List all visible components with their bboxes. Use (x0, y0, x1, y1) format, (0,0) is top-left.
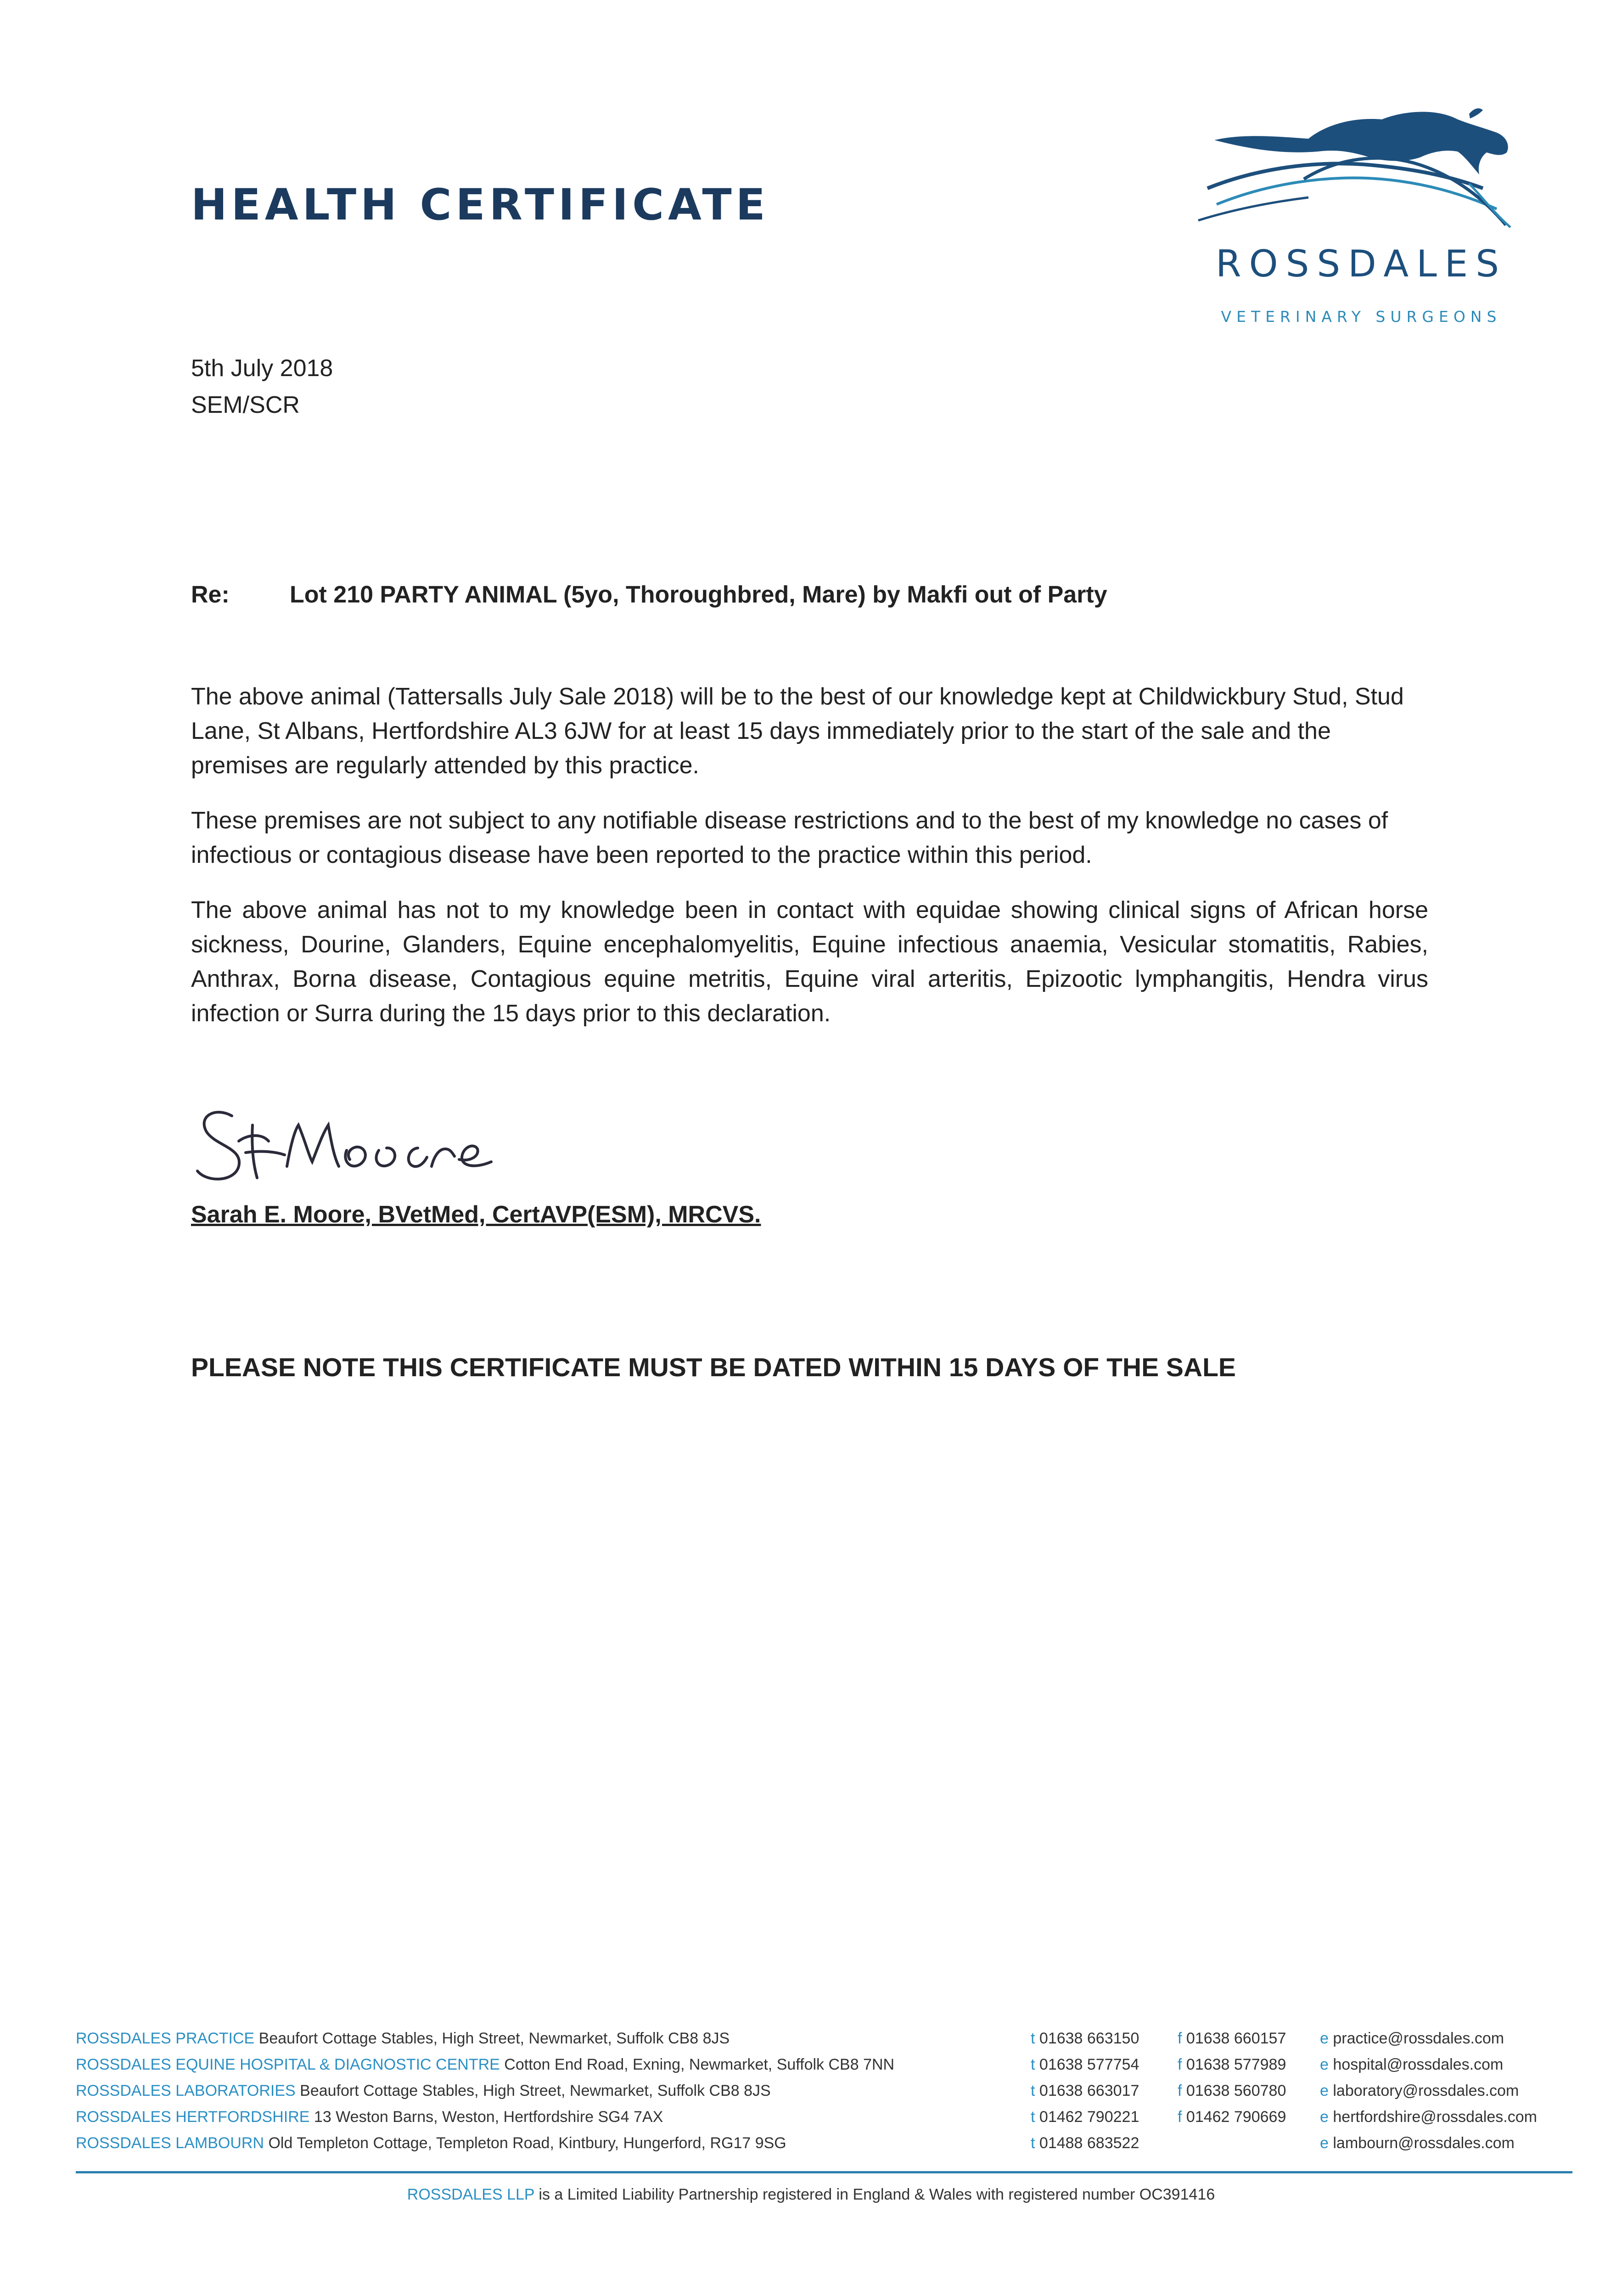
office-email[interactable]: e hospital@rossdales.com (1320, 2056, 1504, 2073)
letter-date: 5th July 2018 (191, 355, 333, 382)
letter-reference: SEM/SCR (191, 392, 300, 418)
office-email[interactable]: e laboratory@rossdales.com (1320, 2082, 1519, 2099)
office-email[interactable]: e practice@rossdales.com (1320, 2030, 1504, 2047)
office-email[interactable]: e hertfordshire@rossdales.com (1320, 2108, 1537, 2126)
office-address: Cotton End Road, Exning, Newmarket, Suffolk CB8 7NN (504, 2056, 895, 2073)
llp-note (0, 2186, 1622, 2204)
office-fax: f 01638 560780 (1178, 2082, 1286, 2099)
office-name: ROSSDALES HERTFORDSHIRE (76, 2108, 310, 2126)
llp-registration: is a Limited Liability Partnership registered in England & Wales with registered number OC391416 (539, 2186, 1215, 2203)
body-paragraph: The above animal (Tattersalls July Sale 2018) will be to the best of our knowledge kept at Childwickbury Stud, Stud Lane, St Albans, Hertfordshire AL3 6JW for at least 15 days immediately prior to the start of the sale and the premises are regularly attended by this practice. (191, 683, 1404, 779)
logo-wordmark: ROSSDALES (1216, 242, 1507, 285)
office-row (76, 2108, 1572, 2134)
office-fax: f 01462 790669 (1178, 2108, 1286, 2126)
page-title: HEALTH CERTIFICATE (191, 180, 769, 230)
body-paragraph: These premises are not subject to any notifiable disease restrictions and to the best of my knowledge no cases of infectious or contagious disease have been reported to the practice within this period. (191, 807, 1388, 868)
office-fax: f 01638 660157 (1178, 2030, 1286, 2047)
subject-label: Re: (191, 581, 230, 608)
office-tel: t 01488 683522 (1031, 2134, 1139, 2152)
office-tel: t 01638 663150 (1031, 2030, 1139, 2047)
handwritten-signature (188, 1097, 510, 1194)
office-email[interactable]: e lambourn@rossdales.com (1320, 2134, 1515, 2152)
office-row (76, 2056, 1572, 2082)
office-tel: t 01462 790221 (1031, 2108, 1139, 2126)
office-name: ROSSDALES LABORATORIES (76, 2082, 296, 2099)
office-address: 13 Weston Barns, Weston, Hertfordshire SG4 7AX (314, 2108, 663, 2126)
office-name: ROSSDALES PRACTICE (76, 2030, 255, 2047)
office-row (76, 2030, 1572, 2056)
subject-line (191, 581, 1107, 608)
office-address: Beaufort Cottage Stables, High Street, Newmarket, Suffolk CB8 8JS (300, 2082, 771, 2099)
office-row (76, 2082, 1572, 2108)
office-tel: t 01638 663017 (1031, 2082, 1139, 2099)
signer-name: Sarah E. Moore, BVetMed, CertAVP(ESM), MRCVS. (191, 1201, 761, 1228)
office-row (76, 2134, 1572, 2161)
letter-meta (191, 350, 333, 423)
horse-icon (1189, 106, 1538, 243)
sale-notice: PLEASE NOTE THIS CERTIFICATE MUST BE DATED WITHIN 15 DAYS OF THE SALE (191, 1353, 1236, 1382)
office-address: Old Templeton Cottage, Templeton Road, Kintbury, Hungerford, RG17 9SG (268, 2134, 786, 2152)
logo-tagline: VETERINARY SURGEONS (1221, 308, 1502, 326)
office-name: ROSSDALES EQUINE HOSPITAL & DIAGNOSTIC CENTRE (76, 2056, 500, 2073)
office-name: ROSSDALES LAMBOURN (76, 2134, 264, 2152)
office-address: Beaufort Cottage Stables, High Street, Newmarket, Suffolk CB8 8JS (258, 2030, 730, 2047)
footer-offices (76, 2030, 1572, 2161)
subject-text: Lot 210 PARTY ANIMAL (5yo, Thoroughbred, Mare) by Makfi out of Party (290, 581, 1107, 608)
llp-name: ROSSDALES LLP (407, 2186, 534, 2203)
office-fax: f 01638 577989 (1178, 2056, 1286, 2073)
office-tel: t 01638 577754 (1031, 2056, 1139, 2073)
footer-divider (76, 2171, 1572, 2173)
body-paragraph: The above animal has not to my knowledge been in contact with equidae showing clinical signs of African horse sickness, Dourine, Glanders, Equine encephalomyelitis, Equine infectious anaemia, Vesicular stomatitis, Rabies, Anthrax, Borna disease, Contagious equine metritis, Equine viral arteritis, Epizootic lymphangitis, Hendra virus infection or Surra during the 15 days prior to this declaration. (191, 897, 1428, 1027)
rossdales-logo (1189, 106, 1538, 344)
